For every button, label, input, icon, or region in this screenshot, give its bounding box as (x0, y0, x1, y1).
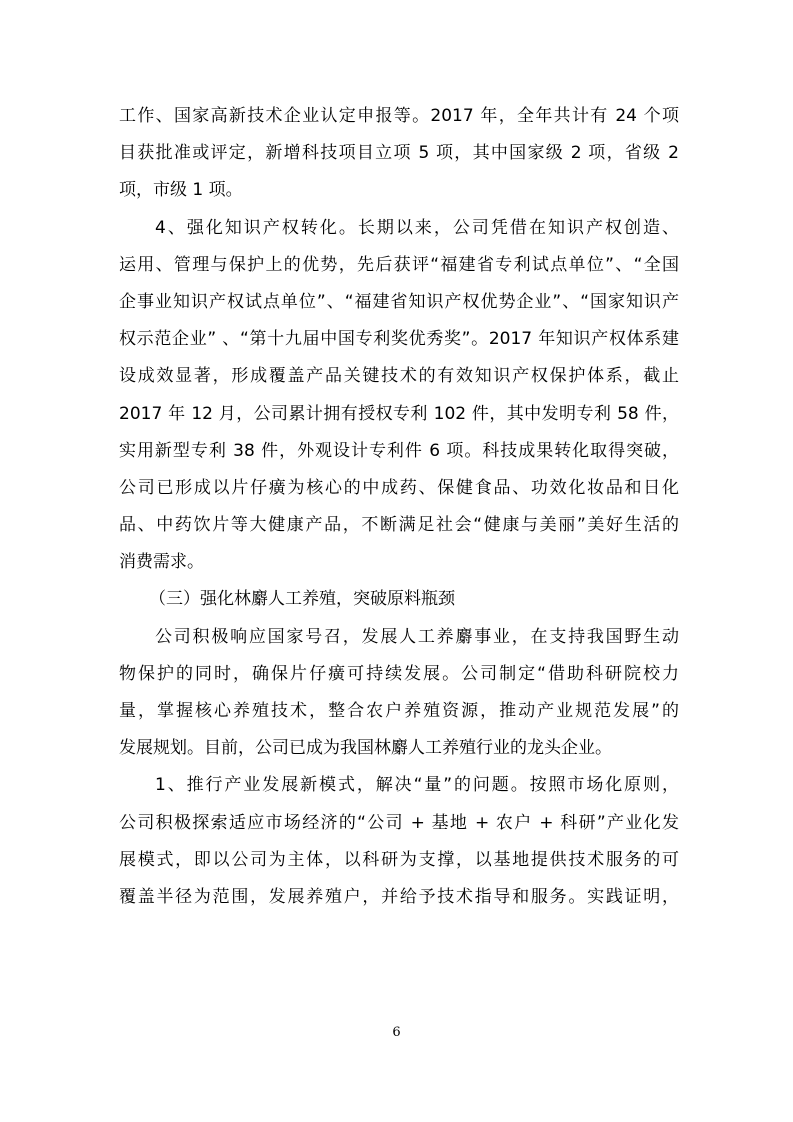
text-line: 物保护的同时，确保片仔癀可持续发展。公司制定“借助科研院校力 (119, 663, 679, 684)
text-line: 设成效显著，形成覆盖产品关键技术的有效知识产权保护体系，截止 (119, 366, 679, 387)
text-line: 4、强化知识产权转化。长期以来，公司凭借在知识产权创造、 (155, 217, 679, 238)
text-line: 覆盖半径为范围，发展养殖户，并给予技术指导和服务。实践证明， (119, 886, 679, 907)
text-line: 展模式，即以公司为主体，以科研为支撑，以基地提供技术服务的可 (119, 849, 679, 870)
text-line: 工作、国家高新技术企业认定申报等。2017 年，全年共计有 24 个项 (119, 106, 679, 126)
text-line: 品、中药饮片等大健康产品，不断满足社会“健康与美丽”美好生活的 (119, 515, 679, 536)
text-line: 发展规划。目前，公司已成为我国林麝人工养殖行业的龙头企业。 (119, 738, 612, 759)
text-line: 企事业知识产权试点单位”、“福建省知识产权优势企业”、“国家知识产 (119, 291, 679, 312)
text-line: 公司积极探索适应市场经济的“公司 + 基地 + 农户 + 科研”产业化发 (119, 812, 679, 833)
text-line: 公司已形成以片仔癀为核心的中成药、保健食品、功效化妆品和日化 (119, 477, 679, 498)
text-line: 2017 年 12 月，公司累计拥有授权专利 102 件，其中发明专利 58 件， (119, 403, 679, 424)
text-line: 消费需求。 (119, 552, 204, 573)
text-line: 量，掌握核心养殖技术，整合农户养殖资源，推动产业规范发展”的 (119, 701, 679, 721)
text-line: 1、推行产业发展新模式，解决“量”的问题。按照市场化原则， (155, 775, 679, 796)
text-line: 项，市级 1 项。 (119, 180, 243, 201)
text-line: 实用新型专利 38 件，外观设计专利件 6 项。科技成果转化取得突破， (119, 440, 679, 461)
page-number: 6 (392, 1025, 401, 1040)
body-text (119, 98, 679, 916)
text-line: 运用、管理与保护上的优势，先后获评“福建省专利试点单位”、“全国 (119, 254, 679, 275)
section-heading: （三）强化林麝人工养殖，突破原料瓶颈 (149, 589, 455, 610)
text-line: 权示范企业” 、“第十九届中国专利奖优秀奖”。2017 年知识产权体系建 (119, 329, 679, 350)
text-line: 目获批准或评定，新增科技项目立项 5 项，其中国家级 2 项，省级 2 (119, 143, 679, 164)
text-line: 公司积极响应国家号召，发展人工养麝事业，在支持我国野生动 (155, 626, 679, 647)
